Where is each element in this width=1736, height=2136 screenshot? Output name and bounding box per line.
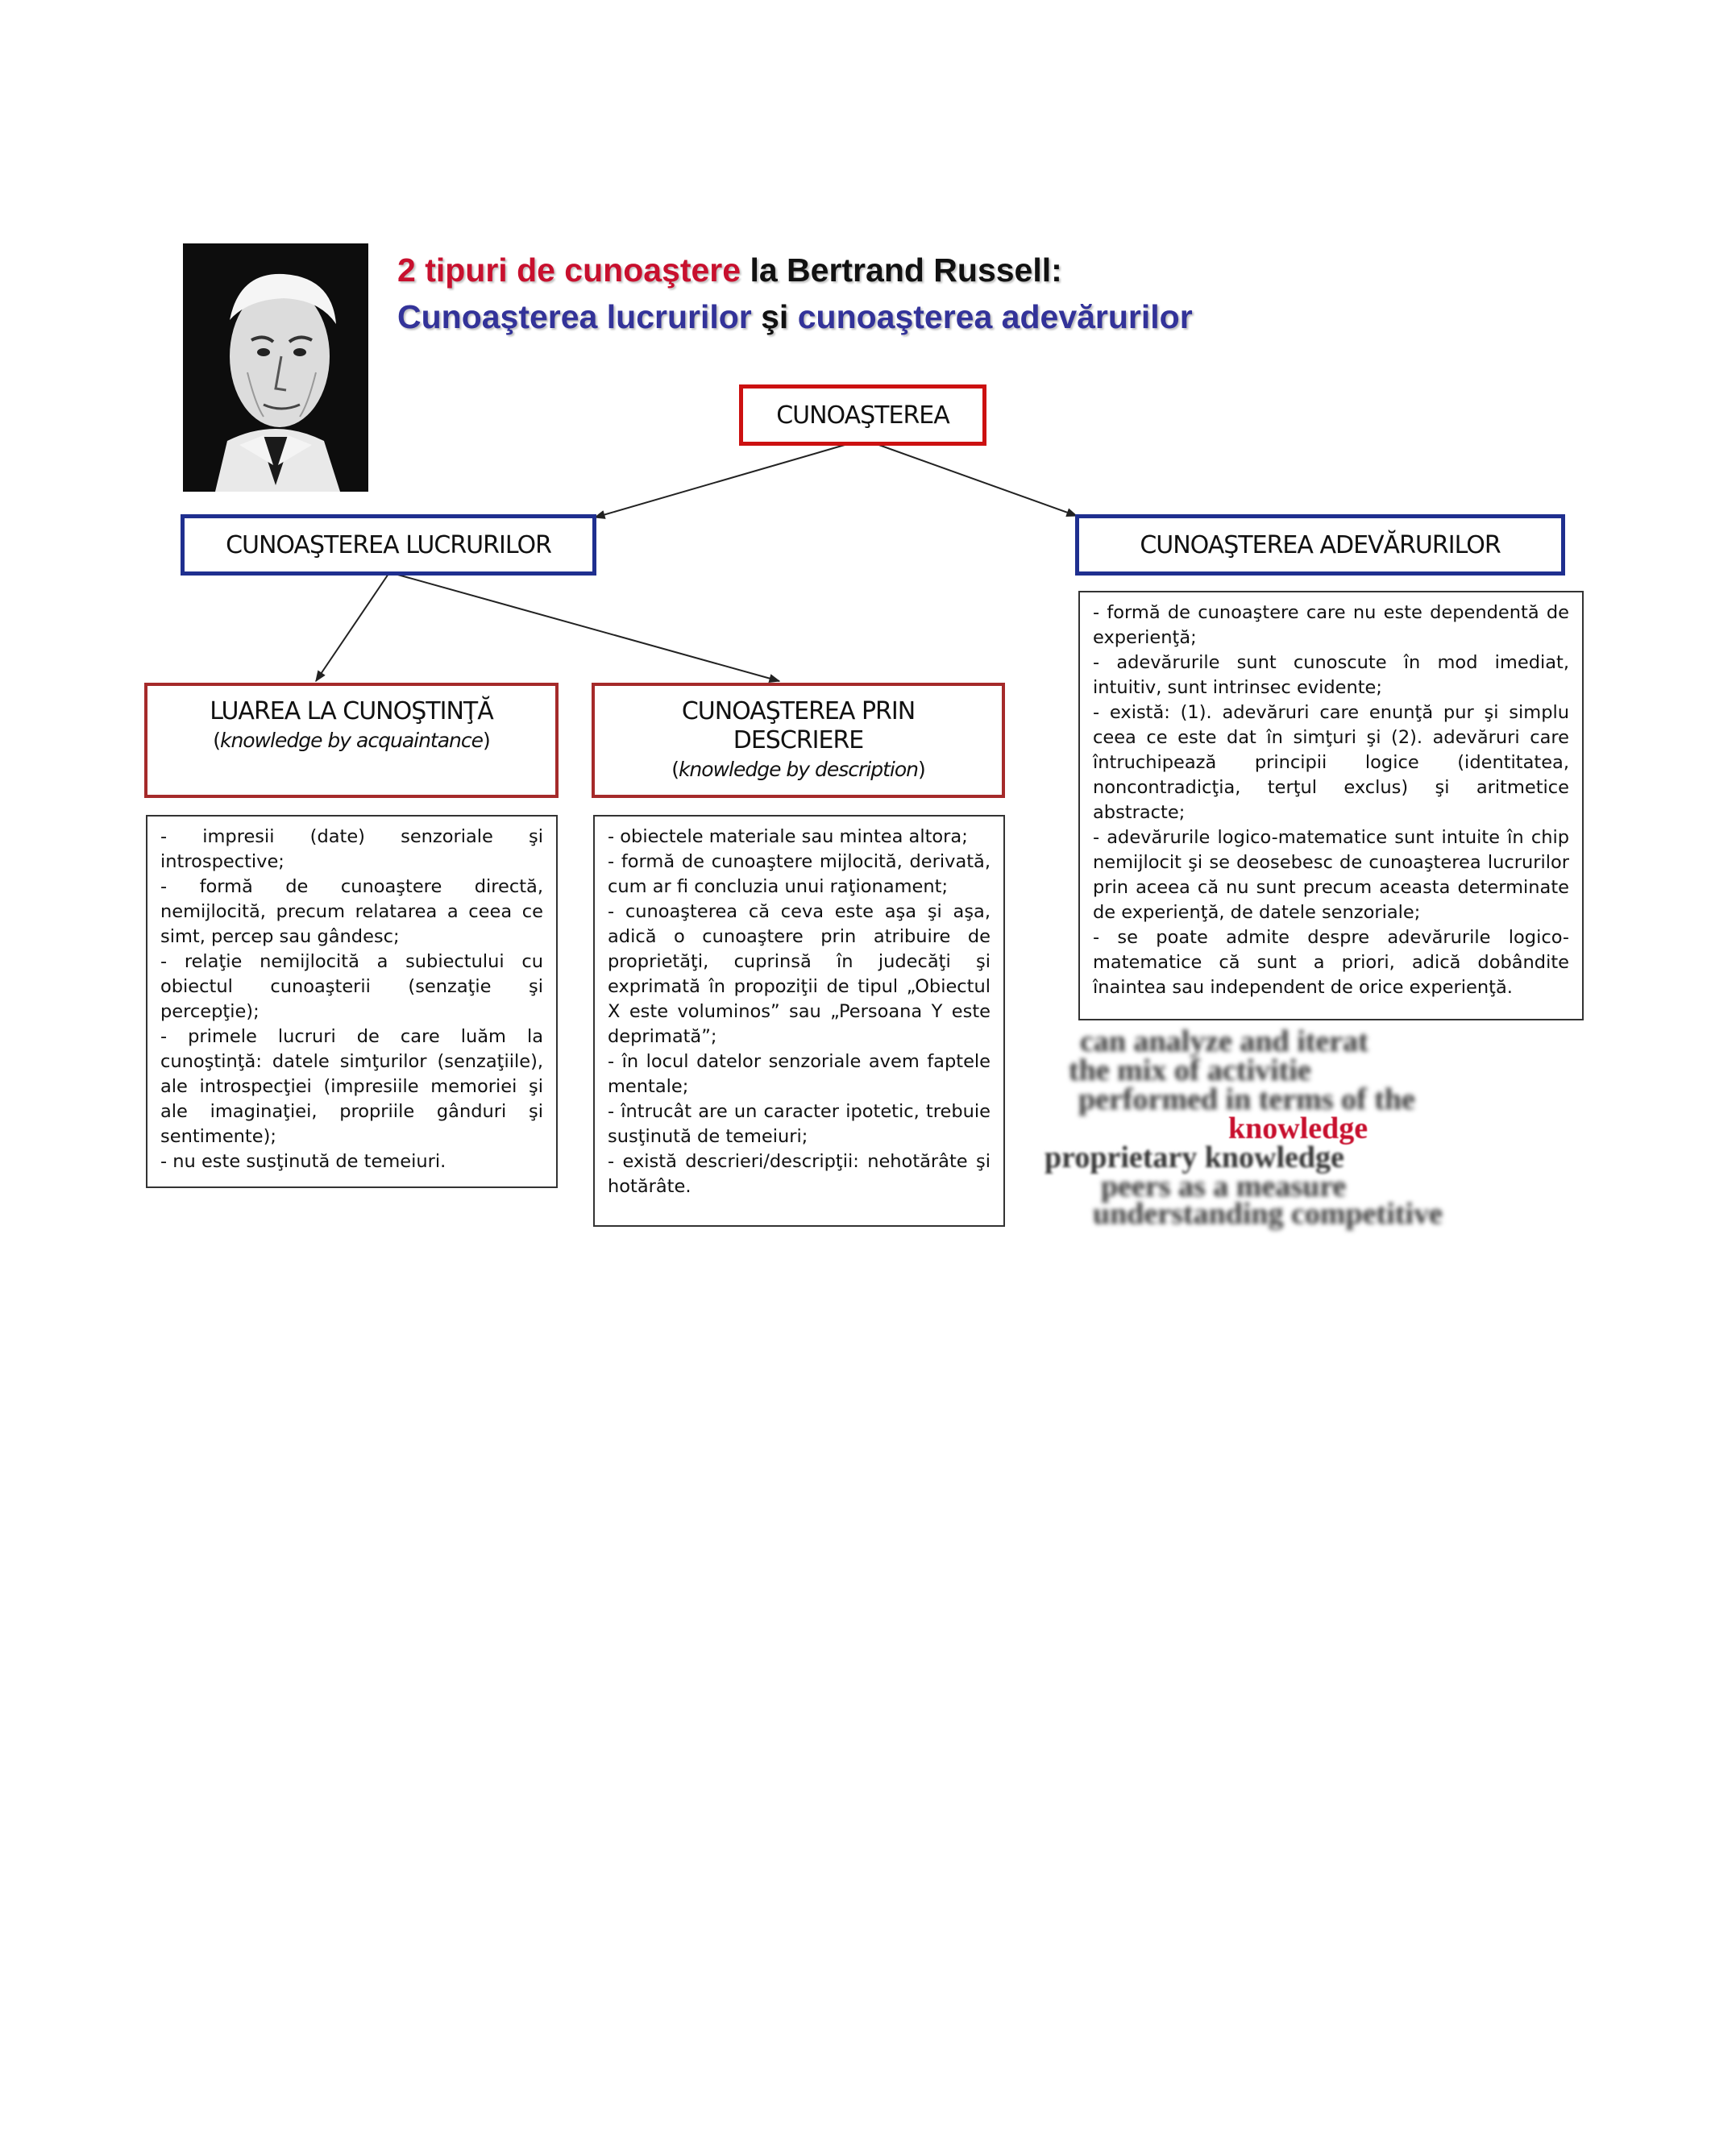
title-line-1 bbox=[397, 251, 1062, 289]
acquaintance-details bbox=[146, 815, 558, 1188]
title-things: Cunoaşterea lucrurilor bbox=[397, 298, 752, 335]
knowledge-image bbox=[1045, 1024, 1584, 1231]
list-item: - există: (1). adevăruri care enunţă pur şi simplu ceea ce este dat în simţuri şi (2). adevăruri care întruchipează principii logice (identitatea, noncontradicţia, terţul exclus) şi aritmetice abstracte; bbox=[1093, 702, 1569, 823]
title-and: şi bbox=[751, 298, 798, 335]
list-item: - cunoaşterea că ceva este aşa şi aşa, adică o cunoaştere prin atribuire de proprietăţi, cuprinsă în judecăţi şi exprimată în propoziţii de tipul „Obiectul X este voluminos” sau „Persoana Y este deprimată”; bbox=[608, 901, 991, 1047]
node-truths-label: CUNOAŞTEREA ADEVĂRURILOR bbox=[1140, 530, 1501, 559]
node-acquaintance bbox=[144, 683, 559, 798]
list-item: - adevărurile sunt cunoscute în mod imediat, intuitiv, sunt intrinsec evidente; bbox=[1093, 652, 1569, 698]
description-details bbox=[593, 815, 1005, 1227]
root-node bbox=[739, 384, 986, 446]
node-things bbox=[181, 514, 596, 576]
node-description-sub bbox=[671, 755, 925, 784]
list-item: - există descrieri/descripţii: nehotărâte şi hotărâte. bbox=[608, 1151, 991, 1197]
list-item: - formă de cunoaştere directă, nemijlocită, precum relatarea a ceea ce simt, percep sau gândesc; bbox=[160, 876, 543, 947]
node-description-label-2: DESCRIERE bbox=[733, 726, 864, 754]
list-item: - formă de cunoaştere mijlocită, derivată, cum ar fi concluzia unui raţionament; bbox=[608, 851, 991, 897]
knowledge-image-line: the mix of activitie bbox=[1069, 1053, 1311, 1087]
knowledge-image-line: proprietary knowledge bbox=[1045, 1141, 1344, 1174]
knowledge-image-line: performed in terms of the bbox=[1078, 1083, 1415, 1116]
paren-open: ( bbox=[213, 729, 220, 752]
node-acquaintance-label: LUAREA LA CUNOŞTINŢĂ bbox=[210, 697, 493, 725]
node-acquaintance-sub bbox=[213, 726, 490, 755]
paren-close: ) bbox=[918, 758, 925, 781]
knowledge-image-line: can analyze and iterat bbox=[1080, 1024, 1368, 1058]
knowledge-image-line: understanding competitive bbox=[1093, 1197, 1443, 1231]
node-things-label: CUNOAŞTEREA LUCRURILOR bbox=[226, 530, 551, 559]
arrow-root-to-left bbox=[595, 443, 850, 517]
root-label: CUNOAŞTEREA bbox=[776, 401, 949, 430]
list-item: - impresii (date) senzoriale şi introspective; bbox=[160, 826, 543, 872]
arrow-left-to-acquaintance bbox=[316, 574, 388, 681]
list-item: - relaţie nemijlocită a subiectului cu obiectul cunoaşterii (senzaţie şi percepţie); bbox=[160, 951, 543, 1022]
list-item: - adevărurile logico-matematice sunt intuite în chip nemijlocit şi se deosebesc de cunoaşterea lucrurilor prin aceea că nu sunt precum aceasta determinate de experienţă, de datele senzoriale; bbox=[1093, 827, 1569, 923]
title-line-2 bbox=[397, 298, 1193, 336]
list-item: - formă de cunoaştere care nu este dependentă de experienţă; bbox=[1093, 602, 1569, 648]
list-item: - în locul datelor senzoriale avem faptele mentale; bbox=[608, 1051, 991, 1097]
paren-open: ( bbox=[671, 758, 679, 781]
list-item: - obiectele materiale sau mintea altora; bbox=[608, 826, 968, 847]
knowledge-image-line: peers as a measure bbox=[1101, 1170, 1347, 1203]
list-item: - primele lucruri de care luăm la cunoştinţă: datele simţurilor (senzaţiile), ale introspecţiei (impresiile memoriei şi ale imaginaţiei, propriile gânduri şi sentimente); bbox=[160, 1026, 543, 1147]
title-highlight: 2 tipuri de cunoaştere bbox=[397, 251, 741, 289]
node-truths bbox=[1075, 514, 1565, 576]
arrow-root-to-right bbox=[874, 443, 1077, 516]
description-english: knowledge by description bbox=[678, 758, 919, 781]
acquaintance-english: knowledge by acquaintance bbox=[219, 729, 484, 752]
title-truths: cunoaşterea adevărurilor bbox=[797, 298, 1193, 335]
list-item: - nu este susţinută de temeiuri. bbox=[160, 1151, 446, 1172]
list-item: - se poate admite despre adevărurile logico-matematice că sunt a priori, adică dobândite înaintea sau independent de orice experienţă. bbox=[1093, 927, 1569, 998]
paren-close: ) bbox=[483, 729, 490, 752]
node-description bbox=[592, 683, 1005, 798]
portrait-image bbox=[183, 243, 368, 492]
arrow-left-to-description bbox=[395, 574, 779, 681]
knowledge-image-keyword: knowledge bbox=[1228, 1112, 1368, 1145]
list-item: - întrucât are un caracter ipotetic, trebuie susţinută de temeiuri; bbox=[608, 1101, 991, 1147]
title-text: la Bertrand Russell: bbox=[741, 251, 1062, 289]
truths-details bbox=[1078, 591, 1584, 1020]
node-description-label-1: CUNOAŞTEREA PRIN bbox=[681, 697, 916, 725]
